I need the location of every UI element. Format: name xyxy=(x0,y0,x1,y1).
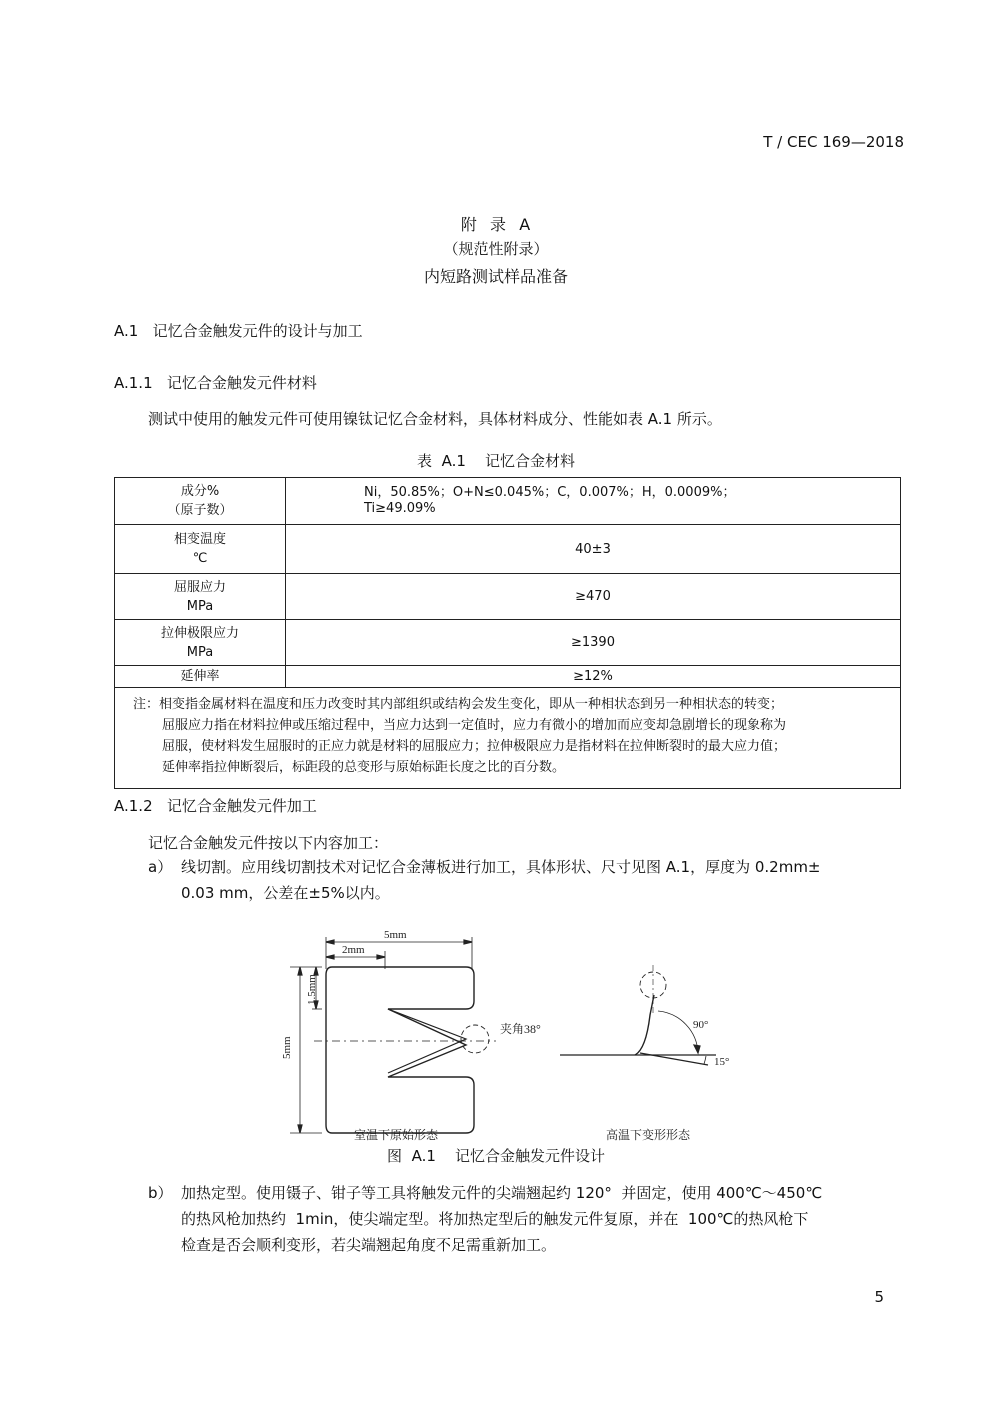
left-figure-caption: 室温下原始形态 xyxy=(354,1128,439,1142)
label-line: MPa xyxy=(186,598,214,614)
note-line: 延伸率指拉伸断裂后，标距段的总变形与原始标距长度之比的百分数。 xyxy=(162,760,566,775)
note-line: 屈服，使材料发生屈服时的正应力就是材料的屈服应力；拉伸极限应力是指材料在拉伸断裂时的最大应力值； xyxy=(162,739,787,754)
label-line: ℃ xyxy=(192,551,208,566)
table-note-row xyxy=(115,688,901,789)
dim-2mm: 2mm xyxy=(342,944,365,956)
table-label-cell xyxy=(115,574,286,620)
section-a1-heading: A.1 记忆合金触发元件的设计与加工 xyxy=(114,322,363,340)
list-item-a-line: 0.03 mm，公差在±5%以内。 xyxy=(181,884,390,902)
page-number: 5 xyxy=(874,1288,884,1306)
dim-5mm-top: 5mm xyxy=(384,929,407,941)
table-row xyxy=(115,574,901,620)
label-line: 拉伸极限应力 xyxy=(160,625,239,641)
angle-90-label: 90° xyxy=(693,1019,709,1031)
note-line: 注：相变指金属材料在温度和压力改变时其内部组织或结构会发生变化，即从一种相状态到另一种相状态的转变； xyxy=(133,697,784,712)
table-row xyxy=(115,525,901,574)
angle-label: 夹角38° xyxy=(500,1022,541,1036)
appendix-type: （规范性附录） xyxy=(443,240,549,258)
note-line: 屈服应力指在材料拉伸或压缩过程中，当应力达到一定值时，应力有微小的增加而应变却急剧增长的现象称为 xyxy=(162,718,787,733)
appendix-title: 附 录 A xyxy=(460,215,532,234)
trigger-element-figure xyxy=(270,925,770,1145)
table-label-cell xyxy=(115,525,286,574)
section-a12-heading: A.1.2 记忆合金触发元件加工 xyxy=(114,797,317,815)
angle-15-label: 15° xyxy=(714,1056,730,1068)
table-row xyxy=(115,478,901,525)
table-label-cell xyxy=(115,620,286,666)
value-line: Ti≥49.09% xyxy=(364,501,436,516)
material-table xyxy=(114,477,901,789)
label-line: （原子数） xyxy=(167,503,233,518)
table-row xyxy=(115,666,901,688)
table-value-cell: 40±3 xyxy=(286,525,901,574)
label-line: 相变温度 xyxy=(173,532,226,547)
table-value-cell: ≥470 xyxy=(286,574,901,620)
dim-5mm-side: 5mm xyxy=(281,1036,293,1059)
table-value-cell: ≥1390 xyxy=(286,620,901,666)
figure-caption: 图 A.1 记忆合金触发元件设计 xyxy=(387,1147,605,1165)
section-a11-heading: A.1.1 记忆合金触发元件材料 xyxy=(114,374,317,392)
appendix-name: 内短路测试样品准备 xyxy=(423,267,568,286)
value-line: Ni，50.85%；O+N≤0.045%；C，0.007%；H，0.0009%； xyxy=(364,485,736,500)
label-line: 屈服应力 xyxy=(173,579,226,595)
dim-1-5mm: 1.5mm xyxy=(306,974,318,1005)
list-item-a-line: 线切割。应用线切割技术对记忆合金薄板进行加工，具体形状、尺寸见图 A.1，厚度为 0.2mm± xyxy=(181,858,821,876)
right-figure-caption: 高温下变形形态 xyxy=(606,1128,691,1142)
label-line: 成分% xyxy=(180,484,220,499)
list-marker-a: a） xyxy=(148,858,173,876)
list-marker-b: b） xyxy=(148,1184,173,1202)
standard-number: T / CEC 169—2018 xyxy=(763,133,904,151)
table-label-cell: 延伸率 xyxy=(115,666,286,688)
table-caption: 表 A.1 记忆合金材料 xyxy=(417,452,575,470)
list-item-b-line: 加热定型。使用镊子、钳子等工具将触发元件的尖端翘起约 120° 并固定，使用 400℃～450℃ xyxy=(181,1184,823,1202)
table-value-cell xyxy=(286,478,901,525)
table-value-cell: ≥12% xyxy=(286,666,901,688)
table-row xyxy=(115,620,901,666)
list-item-b-line: 的热风枪加热约 1min，使尖端定型。将加热定型后的触发元件复原，并在 100℃的热风枪下 xyxy=(181,1210,809,1228)
list-item-b-line: 检查是否会顺利变形，若尖端翘起角度不足需重新加工。 xyxy=(181,1236,557,1254)
table-note xyxy=(115,688,901,789)
label-line: MPa xyxy=(186,644,214,660)
section-a12-paragraph: 记忆合金触发元件按以下内容加工： xyxy=(148,834,389,852)
table-label-cell xyxy=(115,478,286,525)
section-a11-paragraph: 测试中使用的触发元件可使用镍钛记忆合金材料，具体材料成分、性能如表 A.1 所示。 xyxy=(148,410,722,428)
